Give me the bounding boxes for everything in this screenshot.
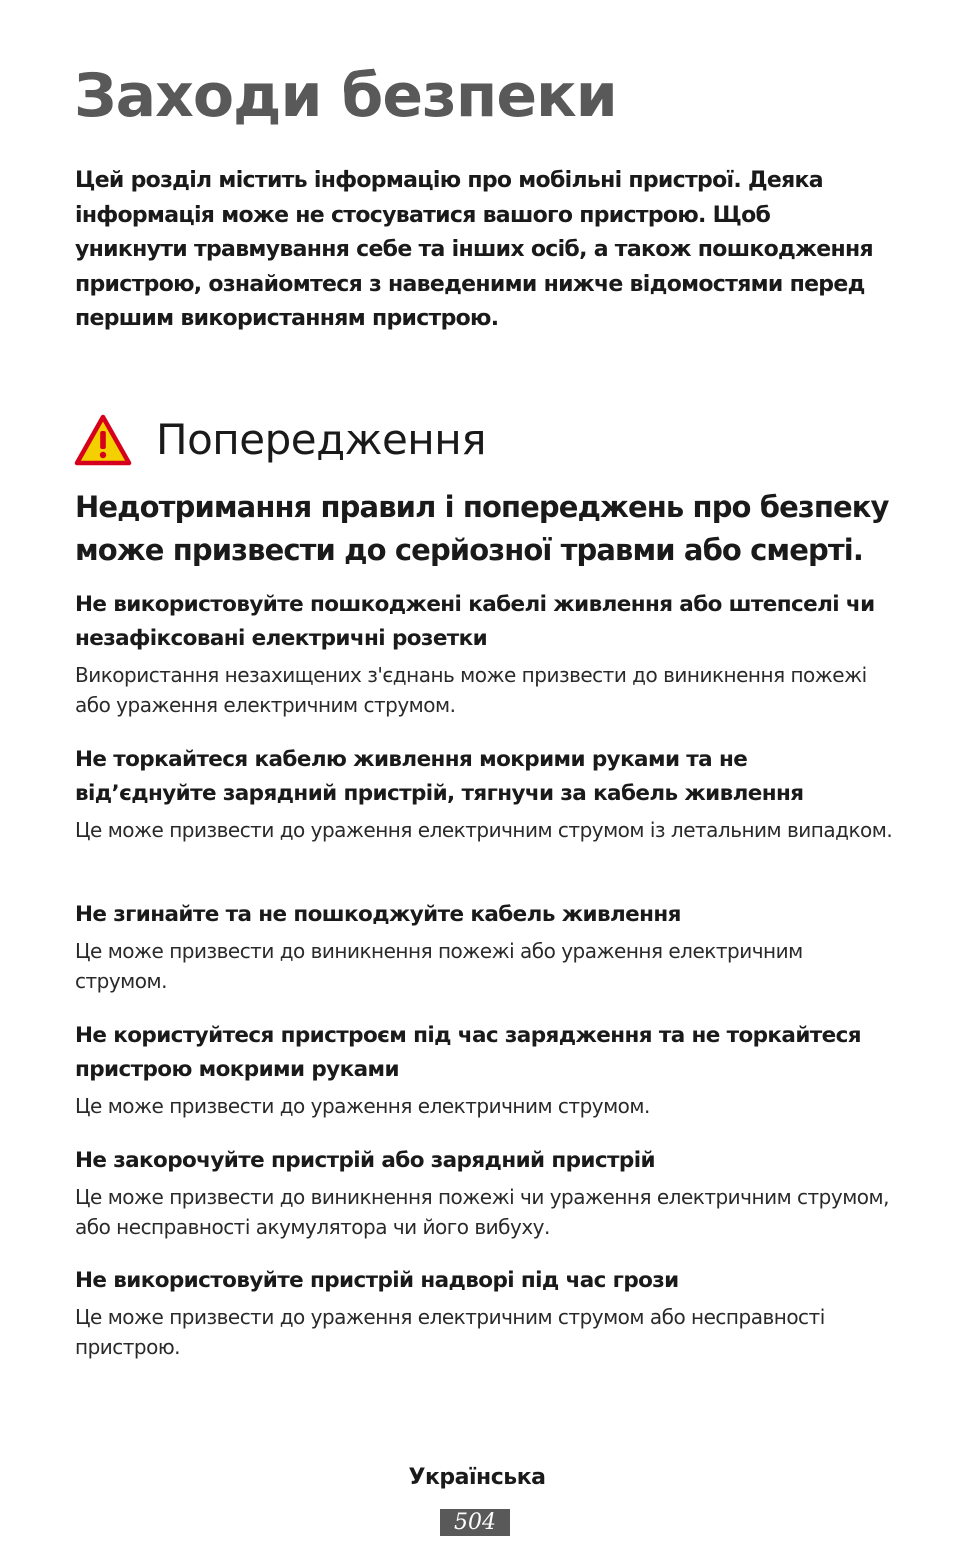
safety-item-text: Використання незахищених з'єднань може призвести до виникнення пожежі або ураження електричним струмом. [75, 663, 867, 717]
warning-triangle-icon [74, 414, 132, 466]
intro-paragraph: Цей розділ містить інформацію про мобільні пристрої. Деяка інформація може не стосуватися вашого пристрою. Щоб уникнути травмування себе та інших осіб, а також пошкодження пристрою, ознайомтеся з наведеними нижче відомостями перед першим використанням пристрою. [75, 168, 873, 331]
footer-language: Українська [408, 1465, 546, 1490]
safety-item [75, 588, 895, 720]
warning-summary: Недотримання правил і попереджень про безпеку може призвести до серйозної травми або смерті. [75, 490, 889, 567]
page-title: Заходи безпеки [74, 61, 617, 131]
safety-item-text: Це може призвести до ураження електричним струмом або несправності пристрою. [75, 1305, 825, 1359]
safety-item [75, 1264, 895, 1362]
safety-item-heading: Не використовуйте пристрій надворі під час грози [75, 1268, 679, 1293]
safety-item-text: Це може призвести до виникнення пожежі або ураження електричним струмом. [75, 939, 803, 993]
safety-item-heading: Не згинайте та не пошкоджуйте кабель живлення [75, 902, 681, 927]
safety-item-text: Це може призвести до ураження електричним струмом із летальним випадком. [75, 818, 893, 842]
safety-item [75, 1019, 895, 1121]
safety-item-heading: Не закорочуйте пристрій або зарядний пристрій [75, 1148, 655, 1173]
safety-item-text: Це може призвести до виникнення пожежі чи ураження електричним струмом, або несправності акумулятора чи його вибуху. [75, 1185, 889, 1239]
safety-item-text: Це може призвести до ураження електричним струмом. [75, 1094, 650, 1118]
page-number: 504 [440, 1509, 510, 1536]
warning-section-header [74, 408, 486, 472]
warning-title: Попередження [156, 414, 486, 464]
safety-item-heading: Не користуйтеся пристроєм під час зарядження та не торкайтеся пристрою мокрими руками [75, 1023, 861, 1082]
safety-item [75, 898, 895, 996]
safety-item [75, 743, 895, 845]
safety-item-heading: Не використовуйте пошкоджені кабелі живлення або штепселі чи незафіксовані електричні розетки [75, 592, 875, 651]
safety-item [75, 1144, 895, 1242]
safety-item-heading: Не торкайтеся кабелю живлення мокрими руками та не від’єднуйте зарядний пристрій, тягнучи за кабель живлення [75, 747, 804, 806]
